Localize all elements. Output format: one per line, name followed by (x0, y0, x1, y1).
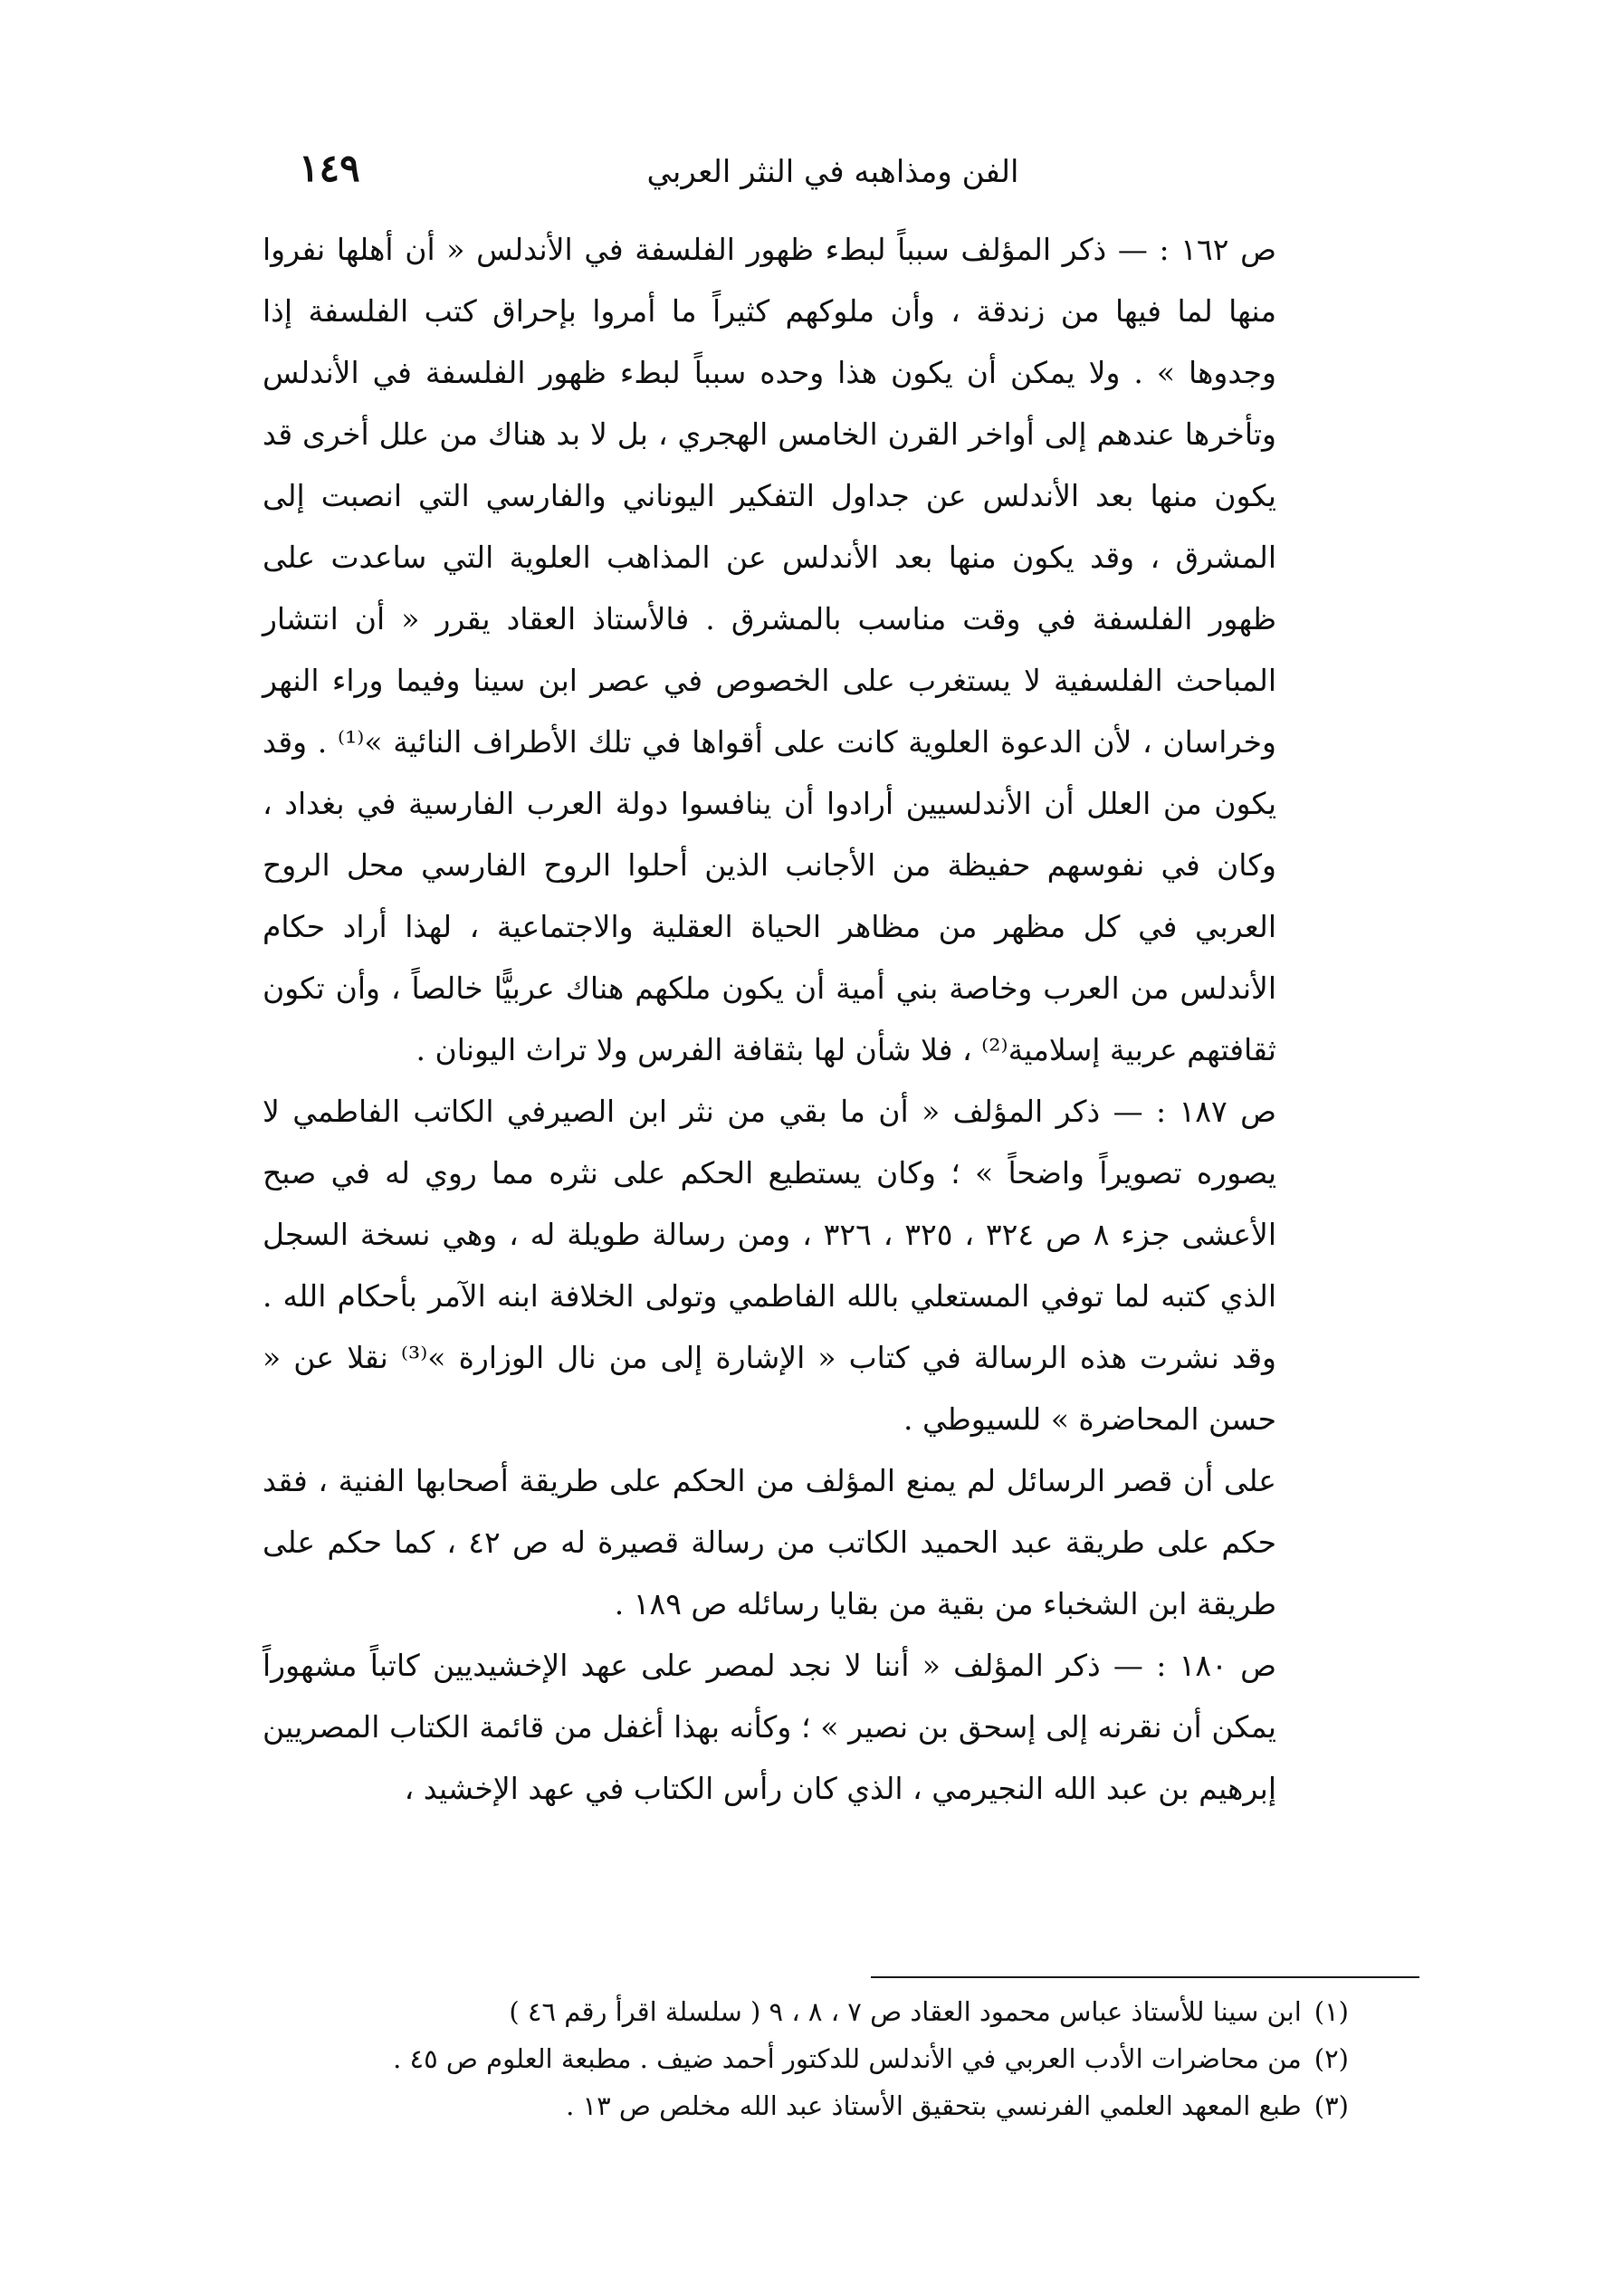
footnote-1 (263, 1988, 1349, 2035)
paragraph-short-letters: على أن قصر الرسائل لم يمنع المؤلف من الحكم على طريقة أصحابها الفنية ، فقد حكم على طريقة عبد الحميد الكاتب من رسالة قصيرة له ص ٤٢ ، كما حكم على طريقة ابن الشخباء من بقية من بقايا رسائله ص ١٨٩ . (263, 1463, 1276, 1621)
footnote-3 (263, 2082, 1349, 2129)
footnotes (263, 1988, 1349, 2129)
page-number: ١٤٩ (299, 146, 360, 190)
footnote-separator-rule (871, 1976, 1419, 1978)
paragraph-p180: ص ١٨٠ : — ذكر المؤلف « أننا لا نجد لمصر على عهد الإخشيديين كاتباً مشهوراً يمكن أن نقرنه إلى إسحق بن نصير » ؛ وكأنه بهذا أغفل من قائمة الكتاب المصريين إبرهيم بن عبد الله النجيرمي ، الذي كان رأس الكتاب في عهد الإخشيد ، (263, 1648, 1276, 1806)
footnote-marker: (٢) (1314, 2043, 1349, 2074)
body-text (263, 219, 1276, 1820)
running-title: الفن ومذاهبه في النثر العربي (646, 154, 1019, 190)
footnote-marker: (٣) (1314, 2090, 1349, 2121)
paragraph-p187: ص ١٨٧ : — ذكر المؤلف « أن ما بقي من نثر ابن الصيرفي الكاتب الفاطمي لا يصوره تصويراً واضحاً » ؛ وكان يستطيع الحكم على نثره مما روي له في صبح الأعشى جزء ٨ ص ٣٢٤ ، ٣٢٥ ، ٣٢٦ ، ومن رسالة طويلة له ، وهي نسخة السجل الذي كتبه لما توفي المستعلي بالله الفاطمي وتولى الخلافة ابنه الآمر بأحكام الله . وقد نشرت هذه الرسالة في كتاب « الإشارة إلى من نال الوزارة »⁽³⁾ نقلا عن « حسن المحاضرة » للسيوطي . (263, 1094, 1276, 1437)
footnote-text: من محاضرات الأدب العربي في الأندلس للدكتور أحمد ضيف . مطبعة العلوم ص ٤٥ . (393, 2043, 1302, 2074)
footnote-marker: (١) (1314, 1996, 1349, 2027)
footnote-text: طبع المعهد العلمي الفرنسي بتحقيق الأستاذ عبد الله مخلص ص ١٣ . (566, 2090, 1302, 2121)
paragraph-p162: ص ١٦٢ : — ذكر المؤلف سبباً لبطء ظهور الفلسفة في الأندلس « أن أهلها نفروا منها لما فيها من زندقة ، وأن ملوكهم كثيراً ما أمروا بإحراق كتب الفلسفة إذا وجدوها » . ولا يمكن أن يكون هذا وحده سبباً لبطء ظهور الفلسفة في الأندلس وتأخرها عندهم إلى أواخر القرن الخامس الهجري ، بل لا بد هناك من علل أخرى قد يكون منها بعد الأندلس عن جداول التفكير اليوناني والفارسي التي انصبت إلى المشرق ، وقد يكون منها بعد الأندلس عن المذاهب العلوية التي ساعدت على ظهور الفلسفة في وقت مناسب بالمشرق . فالأستاذ العقاد يقرر « أن انتشار المباحث الفلسفية لا يستغرب على الخصوص في عصر ابن سينا وفيما وراء النهر وخراسان ، لأن الدعوة العلوية كانت على أقواها في تلك الأطراف النائية »⁽¹⁾ . وقد يكون من العلل أن الأندلسيين أرادوا أن ينافسوا دولة العرب الفارسية في بغداد ، وكان في نفوسهم حفيظة من الأجانب الذين أحلوا الروح الفارسي محل الروح العربي في كل مظهر من مظاهر الحياة العقلية والاجتماعية ، لهذا أراد حكام الأندلس من العرب وخاصة بني أمية أن يكون ملكهم هناك عربيًّا خالصاً ، وأن تكون ثقافتهم عربية إسلامية⁽²⁾ ، فلا شأن لها بثقافة الفرس ولا تراث اليونان . (263, 232, 1277, 1067)
running-head (263, 145, 1276, 199)
footnote-2 (263, 2035, 1349, 2082)
footnote-text: ابن سينا للأستاذ عباس محمود العقاد ص ٧ ، ٨ ، ٩ ( سلسلة اقرأ رقم ٤٦ ) (509, 1996, 1302, 2027)
